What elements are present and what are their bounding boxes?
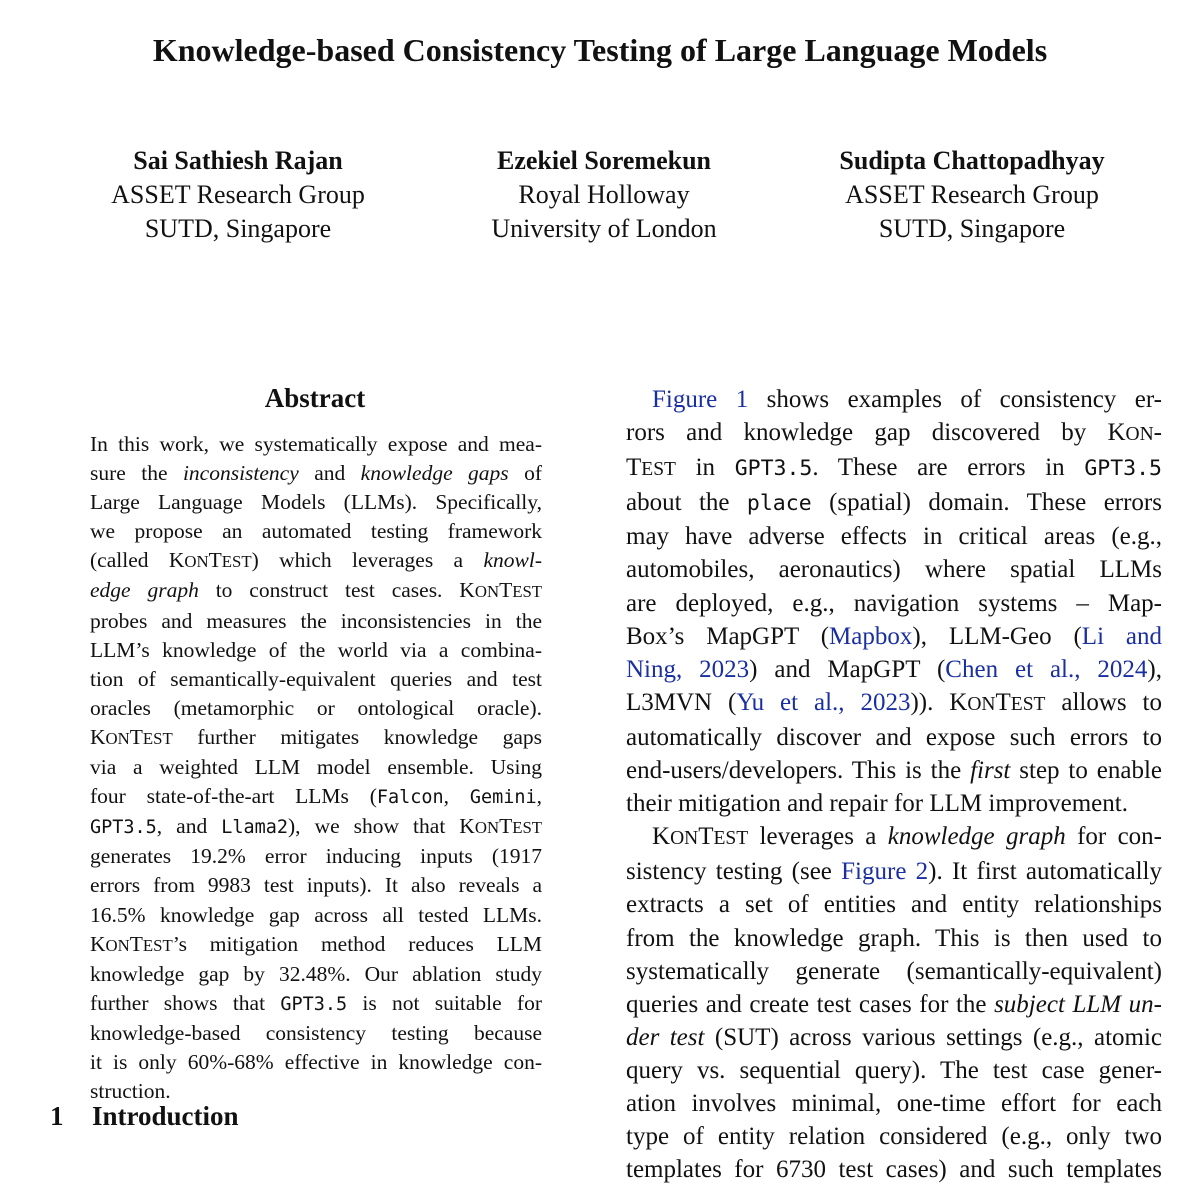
author-block <box>0 144 1200 254</box>
author-affiliation: University of London <box>491 214 717 243</box>
body-line: automatically discover and expose such errors to <box>626 723 1162 751</box>
section-title: Introduction <box>92 1101 239 1131</box>
paper-title: Knowledge-based Consistency Testing of Large Language Models <box>152 32 1048 68</box>
author-affiliation: Royal Holloway <box>518 180 690 209</box>
author-2 <box>491 144 716 246</box>
author-3 <box>839 144 1104 246</box>
body-line: rors and knowledge gap discovered by KON- <box>626 419 1162 447</box>
abstract-line: sure the inconsistency and knowledge gaps of <box>90 461 542 486</box>
abstract-line: (called KONTEST) which leverages a knowl- <box>90 548 542 573</box>
section-number: 1 <box>50 1101 64 1131</box>
author-name: Sai Sathiesh Rajan <box>133 146 343 175</box>
abstract-line: LLM’s knowledge of the world via a combina- <box>90 637 542 662</box>
abstract-line: GPT3.5, and Llama2), we show that KONTEST <box>90 814 543 839</box>
abstract-text <box>90 430 542 1106</box>
body-line: Ning, 2023) and MapGPT (Chen et al., 2024), <box>626 655 1162 683</box>
abstract-line: edge graph to construct test cases. KONTEST <box>90 578 543 603</box>
author-name: Sudipta Chattopadhyay <box>839 146 1105 175</box>
author-affiliation: ASSET Research Group <box>111 180 365 209</box>
body-line: are deployed, e.g., navigation systems – Map- <box>626 589 1162 617</box>
abstract-line: four state-of-the-art LLMs (Falcon, Gemini, <box>90 784 542 809</box>
body-line: extracts a set of entities and entity relationships <box>626 891 1162 919</box>
body-line: Figure 1 shows examples of consistency er- <box>652 386 1162 413</box>
body-line: KONTEST leverages a knowledge graph for con- <box>652 823 1163 851</box>
body-line: automobiles, aeronautics) where spatial LLMs <box>626 556 1162 584</box>
citation-link[interactable]: Chen et al., 2024 <box>945 655 1148 683</box>
body-line: sistency testing (see Figure 2). It first automatically <box>626 858 1162 886</box>
abstract-line: Large Language Models (LLMs). Specifically, <box>90 490 542 515</box>
body-line: queries and create test cases for the subject LLM un- <box>626 990 1162 1018</box>
author-1 <box>111 144 365 246</box>
body-line: their mitigation and repair for LLM improvement. <box>626 790 1128 818</box>
abstract-line: KONTEST’s mitigation method reduces LLM <box>90 931 542 956</box>
author-affiliation: SUTD, Singapore <box>878 214 1066 243</box>
figure-2-link[interactable]: Figure 2 <box>841 858 929 886</box>
body-line: templates for 6730 test cases) and such templates <box>626 1156 1162 1184</box>
body-line: Box’s MapGPT (Mapbox), LLM-Geo (Li and <box>626 622 1162 650</box>
abstract-line: tion of semantically-equivalent queries and test <box>90 666 542 691</box>
figure-1-link[interactable]: Figure 1 <box>652 386 749 413</box>
body-line: query vs. sequential query). The test case gener- <box>626 1056 1162 1084</box>
citation-link[interactable]: Yu et al., 2023 <box>736 688 911 716</box>
body-line: about the place (spatial) domain. These errors <box>626 489 1162 517</box>
abstract-heading: Abstract <box>264 383 366 413</box>
abstract-line: we propose an automated testing framework <box>90 519 542 544</box>
abstract-line: oracles (metamorphic or ontological oracle). <box>90 695 542 720</box>
author-affiliation: SUTD, Singapore <box>144 214 332 243</box>
body-line: systematically generate (semantically-equivalent) <box>626 957 1162 985</box>
author-name: Ezekiel Soremekun <box>496 146 712 175</box>
abstract-line: generates 19.2% error inducing inputs (1917 <box>90 844 542 869</box>
abstract-line: further shows that GPT3.5 is not suitable for <box>90 990 542 1015</box>
body-text-column <box>626 383 1162 1186</box>
body-line: type of entity relation considered (e.g., only two <box>626 1123 1162 1151</box>
body-line: ation involves minimal, one-time effort for each <box>626 1089 1162 1117</box>
abstract-line: knowledge gap by 32.48%. Our ablation study <box>90 961 542 986</box>
citation-link[interactable]: Li and <box>1081 622 1162 650</box>
abstract-line: struction. <box>90 1079 171 1104</box>
abstract-line: probes and measures the inconsistencies in the <box>90 608 542 633</box>
section-heading-introduction <box>50 1098 239 1134</box>
citation-link[interactable]: Ning, 2023 <box>626 655 750 683</box>
abstract-line: via a weighted LLM model ensemble. Using <box>90 755 542 780</box>
abstract-line: 16.5% knowledge gap across all tested LLMs. <box>90 902 542 927</box>
body-line: end-users/developers. This is the first step to enable <box>626 757 1163 785</box>
abstract-line: errors from 9983 test inputs). It also reveals a <box>90 873 542 898</box>
abstract-line: knowledge-based consistency testing because <box>90 1020 542 1045</box>
abstract-line: it is only 60%-68% effective in knowledge con- <box>90 1049 542 1074</box>
abstract-line: KONTEST further mitigates knowledge gaps <box>90 724 542 749</box>
body-line: TEST in GPT3.5. These are errors in GPT3.5 <box>626 454 1162 482</box>
body-line: der test (SUT) across various settings (e.g., atomic <box>626 1023 1163 1051</box>
citation-link[interactable]: Mapbox <box>829 622 913 650</box>
abstract-line: In this work, we systematically expose and mea- <box>90 432 542 456</box>
body-line: L3MVN (Yu et al., 2023)). KONTEST allows to <box>626 688 1163 716</box>
body-line: from the knowledge graph. This is then used to <box>626 924 1162 952</box>
body-line: may have adverse effects in critical areas (e.g., <box>626 523 1162 551</box>
author-affiliation: ASSET Research Group <box>845 180 1099 209</box>
